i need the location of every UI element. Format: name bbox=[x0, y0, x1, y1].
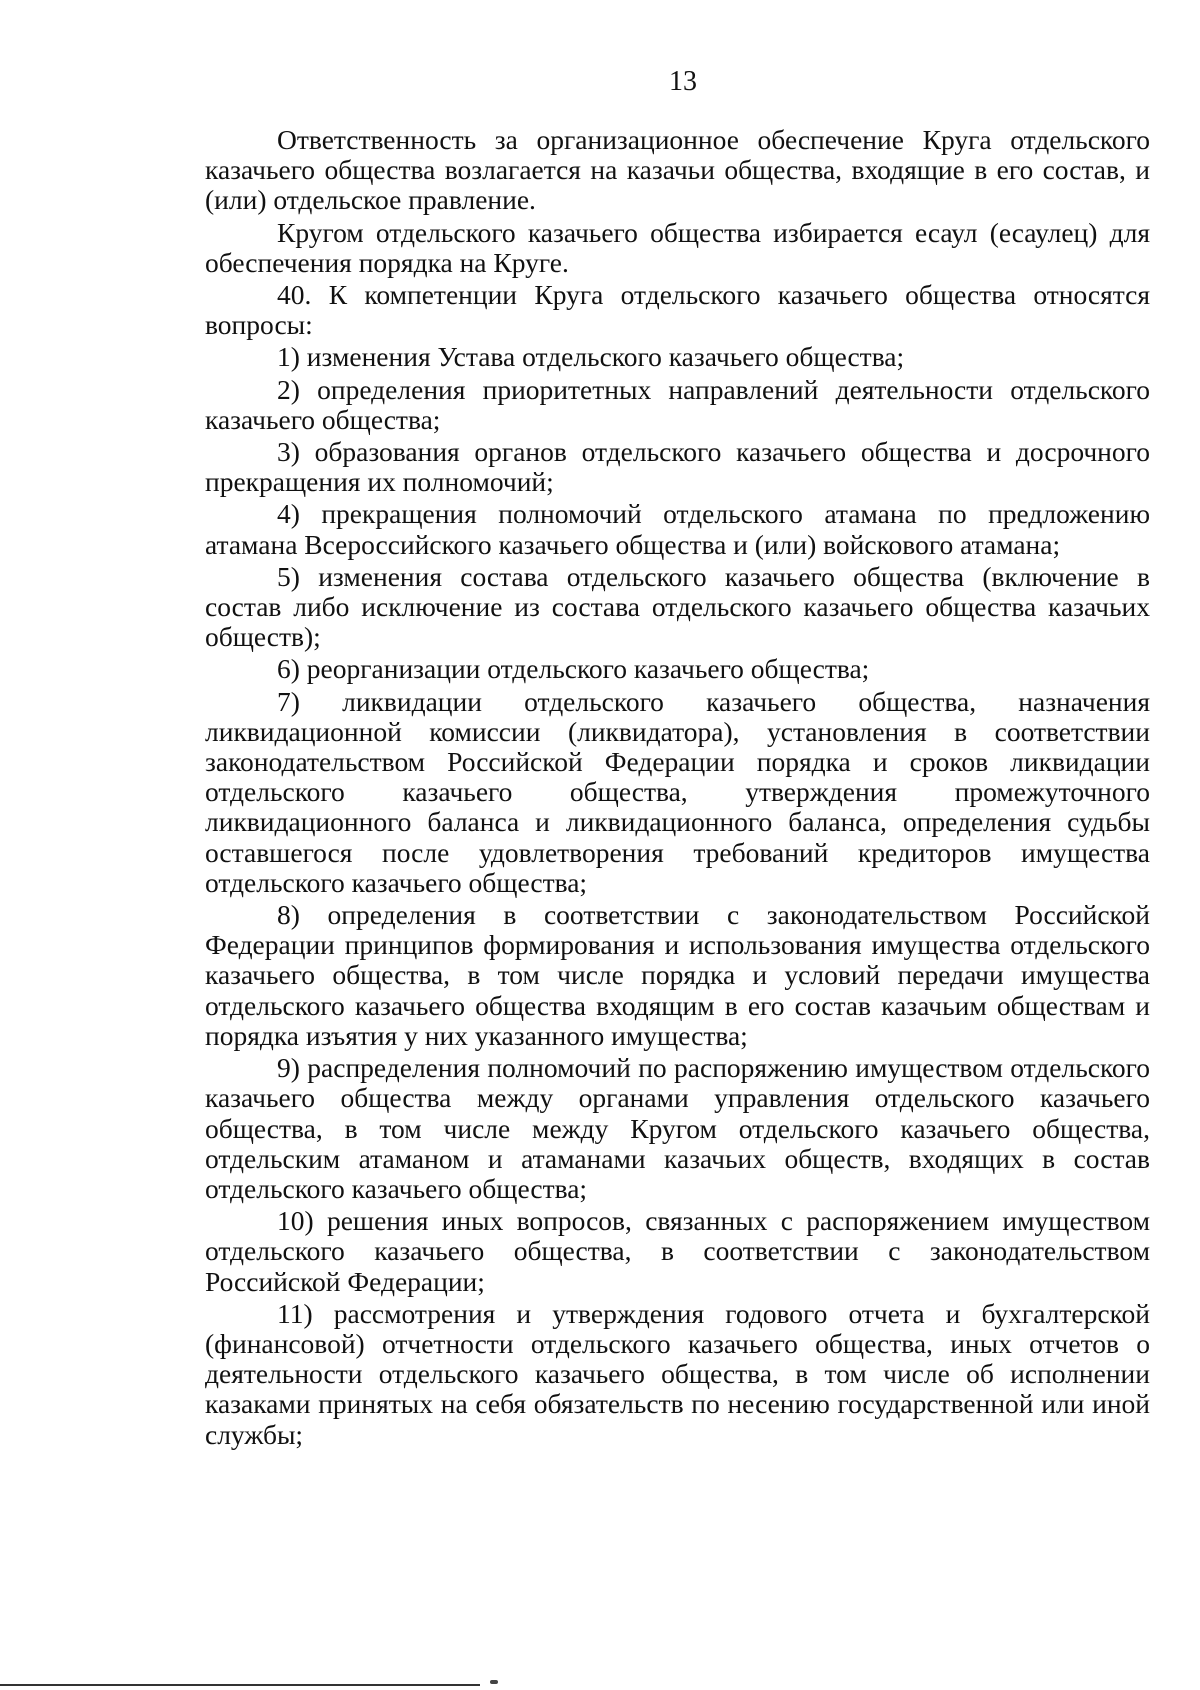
paragraph: Ответственность за организационное обеспечение Круга отдельского казачьего общества возлагается на казачьи общества, входящие в его состав, и (или) отдельское правление. bbox=[205, 124, 1150, 216]
footer-divider bbox=[0, 1684, 480, 1686]
list-item: 4) прекращения полномочий отдельского атамана по предложению атамана Всероссийского казачьего общества и (или) войскового атамана; bbox=[205, 498, 1150, 560]
page-number: 13 bbox=[669, 66, 697, 97]
list-item: 6) реорганизации отдельского казачьего общества; bbox=[277, 653, 870, 685]
list-item: 2) определения приоритетных направлений деятельности отдельского казачьего общества; bbox=[205, 373, 1150, 435]
paragraph: Кругом отдельского казачьего общества избирается есаул (есаулец) для обеспечения порядка на Круге. bbox=[205, 216, 1150, 278]
list-item: 9) распределения полномочий по распоряжению имуществом отдельского казачьего общества между органами управления отдельского казачьего общества, в том числе между Кругом отдельского казачьего общества, отдельским атаманом и атаманами казачьих обществ, входящих в состав отдельского казачьего общества; bbox=[205, 1052, 1150, 1204]
paragraph: 40. К компетенции Круга отдельского казачьего общества относятся вопросы: bbox=[205, 279, 1150, 341]
document-body bbox=[205, 125, 1150, 1452]
list-item: 5) изменения состава отдельского казачьего общества (включение в состав либо исключение из состава отдельского казачьего общества казачьих обществ); bbox=[205, 560, 1150, 653]
list-item: 11) рассмотрения и утверждения годового отчета и бухгалтерской (финансовой) отчетности отдельского казачьего общества, иных отчетов о деятельности отдельского казачьего общества, в том числе об исполнении казаками принятых на себя обязательств по несению государственной или иной службы; bbox=[205, 1297, 1150, 1450]
list-item: 7) ликвидации отдельского казачьего общества, назначения ликвидационной комиссии (ликвидатора), установления в соответствии законодательством Российской Федерации порядка и сроков ликвидации отдельского казачьего общества, утверждения промежуточного ликвидационного баланса и ликвидационного баланса, определения судьбы оставшегося после удовлетворения требований кредиторов имущества отдельского казачьего общества; bbox=[205, 685, 1150, 898]
list-item: 3) образования органов отдельского казачьего общества и досрочного прекращения их полномочий; bbox=[205, 436, 1150, 498]
list-item: 8) определения в соответствии с законодательством Российской Федерации принципов формирования и использования имущества отдельского казачьего общества, в том числе порядка и условий передачи имущества отдельского казачьего общества входящим в его состав казачьим обществам и порядка изъятия у них указанного имущества; bbox=[205, 899, 1150, 1051]
list-item: 10) решения иных вопросов, связанных с распоряжением имуществом отдельского казачьего общества, в соответствии с законодательством Российской Федерации; bbox=[205, 1205, 1150, 1297]
scan-mark bbox=[490, 1680, 498, 1684]
list-item: 1) изменения Устава отдельского казачьего общества; bbox=[277, 341, 905, 373]
